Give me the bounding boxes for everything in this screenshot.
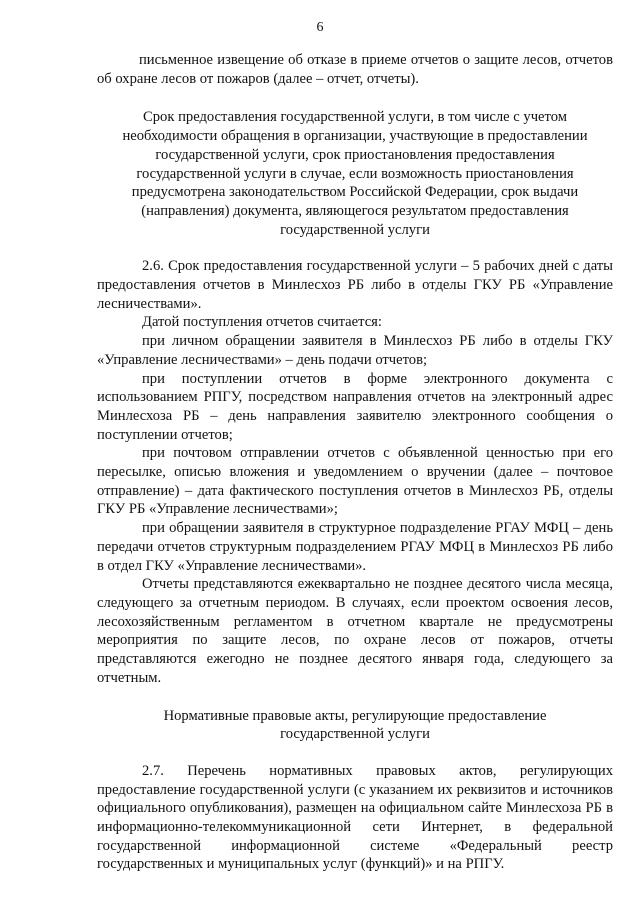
paragraph-refusal-notice: письменное извещение об отказе в приеме отчетов о защите лесов, отчетов об охране лесов от пожаров (далее – отчет, отчеты).	[97, 52, 613, 87]
paragraph-2-7: 2.7. Перечень нормативных правовых актов, регулирующих предоставление государственной услуги (с указанием их реквизитов и источников официального опубликования), размещен на официальном сайте Минлесхоза РБ в информационно-телекоммуникационной сети Интернет, в федеральной государственной информационной системе «Федеральный реестр государственных и муниципальных услуг (функций)» и на РПГУ.	[97, 762, 613, 873]
page-number: 6	[316, 20, 324, 35]
paragraph-postal-submission: при почтовом отправлении отчетов с объявленной ценностью при его пересылке, описью вложения и уведомлением о вручении (далее – почтовое отправление) – дата фактического поступления отчетов в Минлесхоз РБ, отделы ГКУ РБ «Управление лесничествами»;	[97, 445, 613, 518]
document-body	[97, 51, 613, 874]
paragraph-electronic-submission: при поступлении отчетов в форме электронного документа с использованием РПГУ, посредством направления отчетов на электронный адрес Минлесхоза РБ – день направления заявителю электронного сообщения о поступлении отчетов;	[97, 370, 613, 443]
paragraph-reporting-schedule: Отчеты представляются ежеквартально не позднее десятого числа месяца, следующего за отчетным периодом. В случаях, если проектом освоения лесов, лесохозяйственным регламентом в отчетном квартале не предусмотрены мероприятия по защите лесов, по охране лесов от пожаров, отчеты представляются ежегодно не позднее десятого января года, следующего за отчетным.	[97, 576, 613, 686]
paragraph-receipt-date-intro: Датой поступления отчетов считается:	[142, 314, 382, 331]
paragraph-2-6: 2.6. Срок предоставления государственной услуги – 5 рабочих дней с даты предоставления отчетов в Минлесхоз РБ либо в отделы ГКУ РБ «Управление лесничествами».	[97, 258, 613, 312]
section-heading-legal-acts: Нормативные правовые акты, регулирующие предоставление государственной услуги	[163, 707, 547, 743]
section-heading-service-term: Срок предоставления государственной услуги, в том числе с учетом необходимости обращения в организации, участвующие в предоставлении государственной услуги, срок приостановления предоставления государственной услуги в случае, если возможность приостановления предусмотрена законодательством Российской Федерации, срок выдачи (направления) документа, являющегося результатом предоставления государственной услуги	[122, 109, 588, 238]
paragraph-mfc-submission: при обращении заявителя в структурное подразделение РГАУ МФЦ – день передачи отчетов структурным подразделением РГАУ МФЦ в Минлесхоз РБ либо в отдел ГКУ «Управление лесничествами».	[97, 520, 613, 574]
paragraph-personal-submission: при личном обращении заявителя в Минлесхоз РБ либо в отделы ГКУ «Управление лесничествами» – день подачи отчетов;	[97, 333, 613, 368]
